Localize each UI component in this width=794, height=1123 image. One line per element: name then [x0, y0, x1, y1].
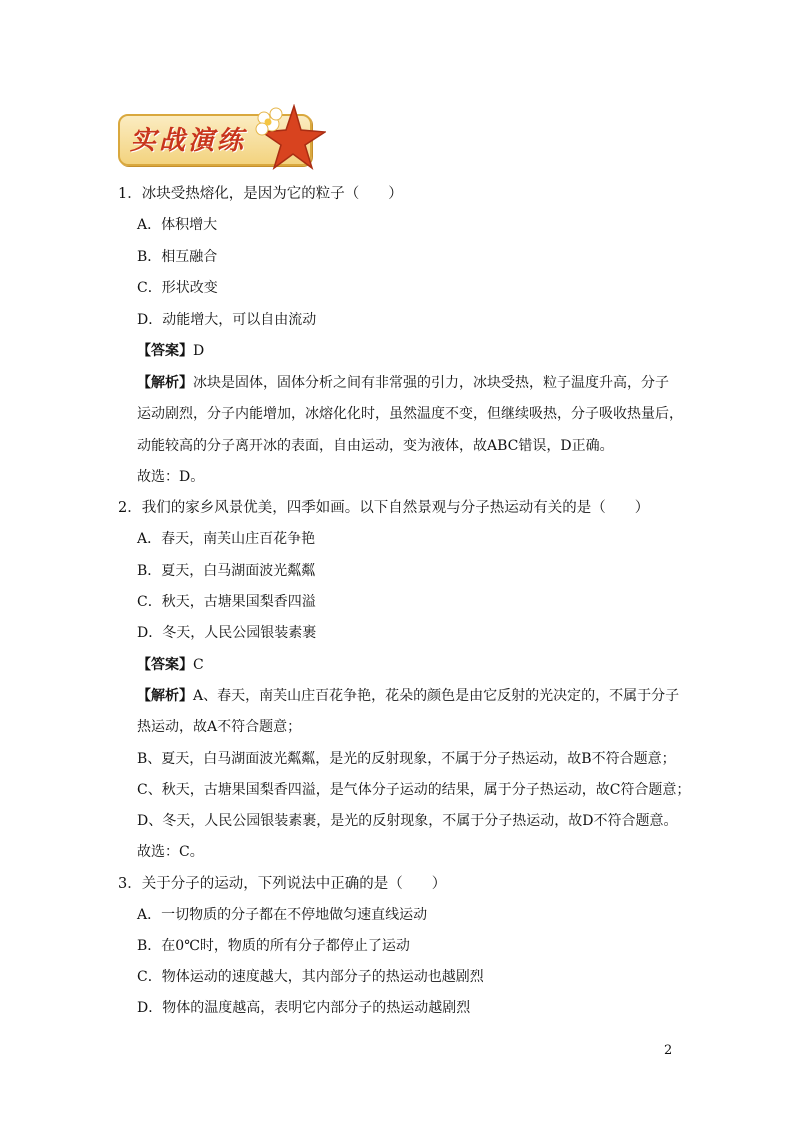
- answer-value: D: [193, 343, 205, 359]
- analysis-label: 【解析】: [137, 688, 193, 704]
- question-2-conclusion: 故选：C。: [137, 844, 204, 860]
- question-3-option-c: C．物体运动的速度越大，其内部分子的热运动也越剧烈: [137, 969, 484, 985]
- question-2-option-b: B．夏天，白马湖面波光粼粼: [137, 563, 316, 579]
- question-1-stem: 1．冰块受热熔化，是因为它的粒子（ ）: [118, 186, 403, 202]
- question-2-stem: 2．我们的家乡风景优美，四季如画。以下自然景观与分子热运动有关的是（ ）: [118, 500, 650, 516]
- question-2-analysis-line-4: C、秋天，古塘果国梨香四溢，是气体分子运动的结果，属于分子热运动，故C符合题意；: [137, 782, 691, 798]
- page-number: 2: [664, 1043, 673, 1058]
- question-3-option-b: B．在0℃时，物质的所有分子都停止了运动: [137, 938, 410, 954]
- question-1-option-c: C．形状改变: [137, 280, 218, 296]
- analysis-text: A、春天，南芙山庄百花争艳，花朵的颜色是由它反射的光决定的，不属于分子: [193, 688, 680, 704]
- question-1-conclusion: 故选：D。: [137, 469, 205, 485]
- question-2-analysis-line-2: 热运动，故A不符合题意；: [137, 719, 302, 735]
- analysis-label: 【解析】: [137, 375, 193, 391]
- question-1-analysis-line-3: 动能较高的分子离开冰的表面，自由运动，变为液体，故ABC错误，D正确。: [137, 438, 614, 454]
- question-2-answer: [137, 655, 204, 675]
- section-banner: [118, 104, 326, 166]
- question-2-analysis-line-1: [137, 686, 679, 706]
- answer-label: 【答案】: [137, 343, 193, 359]
- question-2-analysis-line-3: B、夏天，白马湖面波光粼粼，是光的反射现象，不属于分子热运动，故B不符合题意；: [137, 751, 676, 767]
- question-3-option-d: D．物体的温度越高，表明它内部分子的热运动越剧烈: [137, 1000, 471, 1016]
- banner-title: 实战演练: [130, 126, 247, 156]
- question-1-option-d: D．动能增大，可以自由流动: [137, 312, 317, 328]
- analysis-text: 冰块是固体，固体分析之间有非常强的引力，冰块受热，粒子温度升高，分子: [193, 375, 669, 391]
- answer-value: C: [193, 657, 204, 673]
- question-2-option-a: A．春天，南芙山庄百花争艳: [137, 531, 316, 547]
- answer-label: 【答案】: [137, 657, 193, 673]
- question-1-option-a: A．体积增大: [137, 217, 218, 233]
- starfish-icon: [254, 104, 326, 170]
- question-1-answer: [137, 341, 204, 361]
- question-3-option-a: A．一切物质的分子都在不停地做匀速直线运动: [137, 907, 428, 923]
- question-1-analysis-line-1: [137, 373, 669, 393]
- question-2-option-c: C．秋天，古塘果国梨香四溢: [137, 594, 316, 610]
- question-3-stem: 3．关于分子的运动，下列说法中正确的是（ ）: [118, 876, 447, 892]
- question-1-analysis-line-2: 运动剧烈，分子内能增加，冰熔化化时，虽然温度不变，但继续吸热，分子吸收热量后，: [137, 406, 683, 422]
- question-1-option-b: B．相互融合: [137, 249, 218, 265]
- question-2-option-d: D．冬天，人民公园银装素裹: [137, 625, 317, 641]
- question-2-analysis-line-5: D、冬天，人民公园银装素裹，是光的反射现象，不属于分子热运动，故D不符合题意。: [137, 813, 678, 829]
